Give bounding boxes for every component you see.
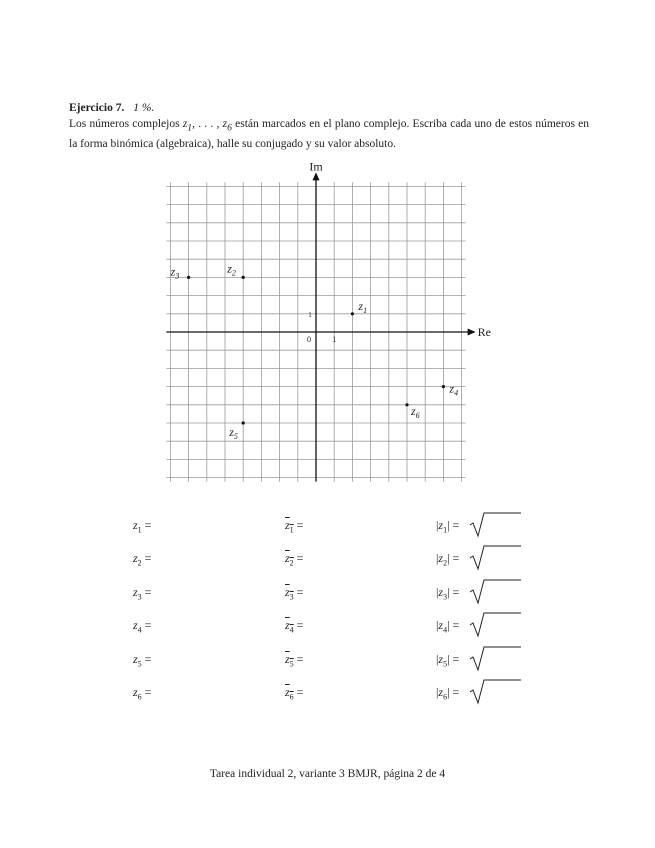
- point-label-z1: $z_1$: [358, 298, 368, 315]
- prompt-z6: $z_6$: [222, 118, 232, 134]
- point-label-z6: $z_6$: [411, 403, 420, 420]
- unit-y-label: 1: [308, 310, 312, 319]
- answer-abs-z4[interactable]: $|z_4|$ =: [436, 618, 460, 635]
- sqrt-symbol: [468, 611, 522, 639]
- answer-abs-z1[interactable]: $|z_1|$ =: [436, 518, 460, 535]
- point-label-z3: $z_3$: [170, 264, 180, 281]
- answer-abs-z2[interactable]: $|z_2|$ =: [436, 551, 460, 568]
- answer-z1[interactable]: $z_1$ =: [133, 518, 152, 535]
- answer-z4[interactable]: $z_4$ =: [133, 618, 152, 635]
- answer-z2[interactable]: $z_2$ =: [133, 551, 152, 568]
- answer-abs-z5[interactable]: $|z_5|$ =: [436, 651, 460, 668]
- exercise-points: 1 %.: [133, 102, 155, 114]
- real-axis-label: Re: [477, 325, 491, 339]
- answer-conjugate-z6[interactable]: $z_6$ =: [285, 685, 304, 702]
- answer-z5[interactable]: $z_5$ =: [133, 651, 152, 668]
- answer-abs-z3[interactable]: $|z_3|$ =: [436, 584, 460, 602]
- answer-z6[interactable]: $z_6$ =: [133, 685, 152, 702]
- answer-conjugate-z2[interactable]: $z_2$ =: [285, 551, 304, 568]
- origin-label: 0: [307, 335, 311, 344]
- prompt-z1: $z_1$: [182, 118, 193, 134]
- sqrt-symbol: [468, 645, 522, 673]
- imaginary-axis-label: Im: [309, 159, 323, 174]
- answer-conjugate-z1[interactable]: $z_1$ =: [285, 518, 304, 535]
- point-label-z5: $z_5$: [229, 425, 238, 441]
- unit-x-label: 1: [332, 335, 337, 344]
- answer-conjugate-z4[interactable]: $z_4$ =: [285, 618, 304, 635]
- prompt-dots: , . . . ,: [192, 118, 223, 130]
- answer-abs-z6[interactable]: $|z_6|$ =: [436, 685, 460, 702]
- sqrt-symbol: [468, 544, 522, 572]
- point-label-z4: $z_4$: [449, 381, 459, 398]
- page-footer: Tarea individual 2, variante 3 BMJR, página 2 de 4: [209, 768, 446, 780]
- answer-conjugate-z3[interactable]: $z_3$ =: [285, 584, 304, 602]
- exercise-title: Ejercicio 7.: [69, 102, 125, 114]
- sqrt-symbol: [468, 678, 522, 706]
- sqrt-symbol: [468, 511, 522, 539]
- answer-z3[interactable]: $z_3$ =: [133, 584, 152, 602]
- sqrt-symbol: [468, 578, 522, 606]
- point-label-z2: $z_2$: [227, 261, 236, 278]
- prompt-text-end: están marcados en el plano complejo. Escriba cada uno de estos números en la forma binómica (algebraica), halle su conjugado y su valor absoluto.: [69, 118, 590, 151]
- answer-conjugate-z5[interactable]: $z_5$ =: [285, 651, 304, 668]
- prompt-text-start: Los números complejos: [69, 118, 183, 130]
